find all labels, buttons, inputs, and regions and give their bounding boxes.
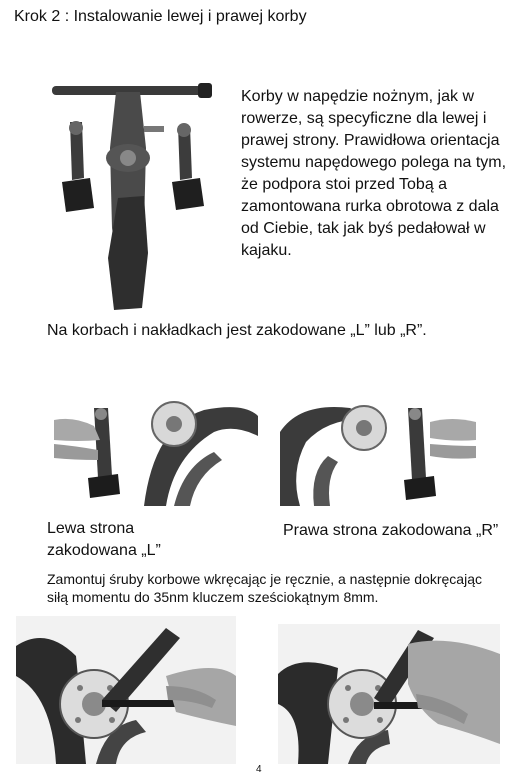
right-side-caption: Prawa strona zakodowana „R”: [283, 522, 499, 539]
tighten-right-photo: [278, 624, 500, 764]
intro-paragraph: Korby w napędzie nożnym, jak w rowerze, są specyficzne dla lewej i prawej strony. Prawidłowa orientacja systemu napędowego polega na tym, że podpora stoi przed Tobą a zamontowana rurka obrotowa z dala od Ciebie, tak jak byś pedałował w kajaku.: [241, 88, 507, 259]
left-crank-photo: [54, 396, 258, 506]
tighten-left-photo: [16, 616, 236, 764]
drive-unit-photo: [48, 78, 218, 312]
left-side-caption: Lewa strona zakodowana „L”: [47, 520, 161, 559]
right-crank-photo: [280, 392, 476, 506]
coded-note: Na korbach i nakładkach jest zakodowane „L” lub „R”.: [47, 322, 427, 339]
page-number: 4: [256, 764, 262, 775]
page-title: Krok 2 : Instalowanie lewej i prawej korby: [14, 8, 307, 25]
instruction-text: Zamontuj śruby korbowe wkręcając je ręcznie, a następnie dokręcając siłą momentu do 35nm kluczem sześciokątnym 8mm.: [47, 571, 482, 605]
